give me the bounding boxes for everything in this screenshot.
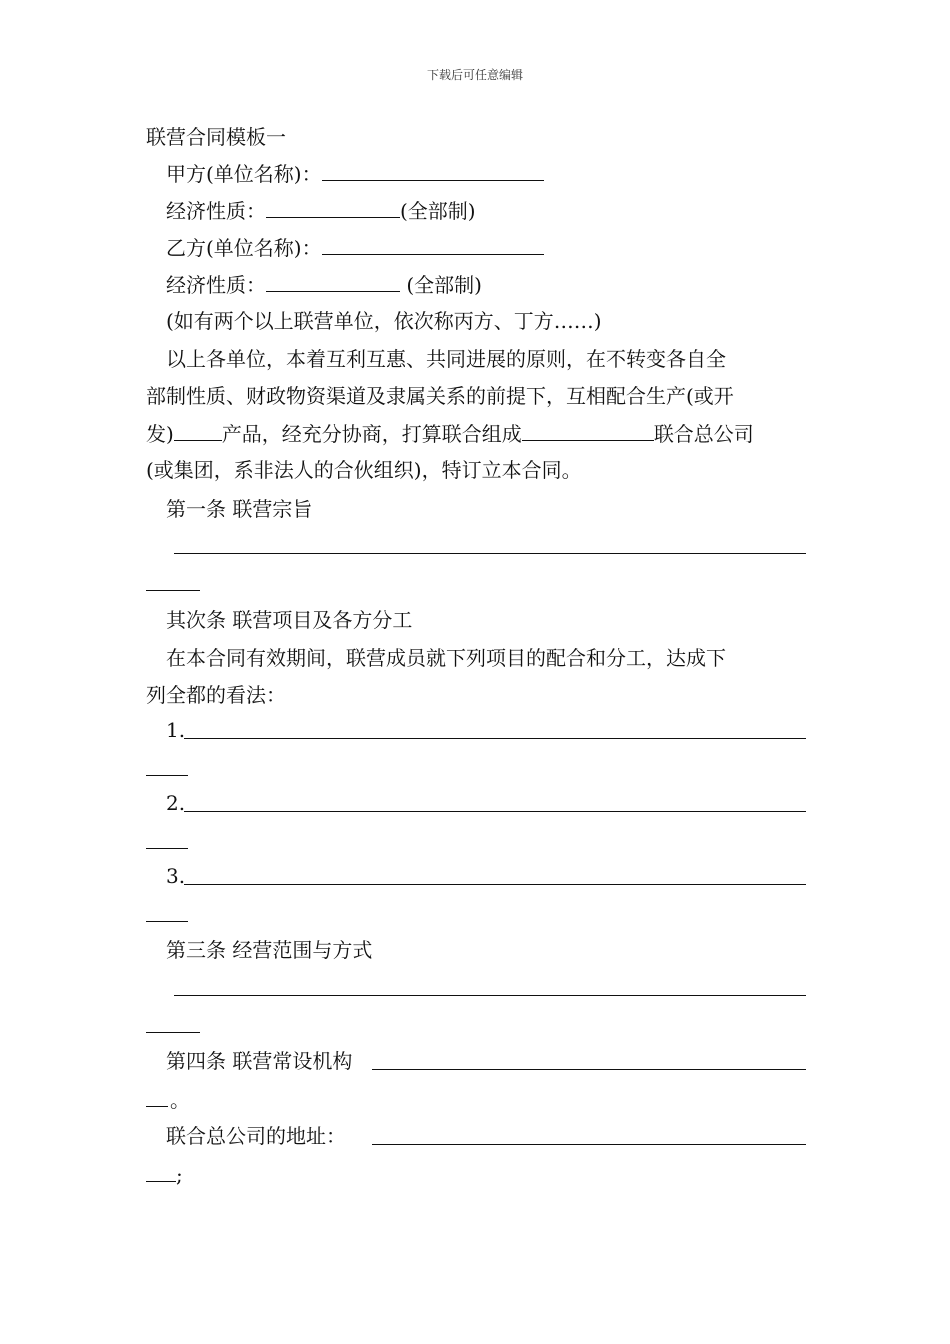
document-title: 联营合同模板一 xyxy=(146,125,286,149)
item-2-blank xyxy=(184,811,806,812)
article-3-heading: 第三条 经营范围与方式 xyxy=(166,938,373,962)
address-end: ; xyxy=(176,1163,183,1187)
article-4-blank-cont xyxy=(146,1106,168,1107)
intro-line-2: 部制性质、财政物资渠道及隶属关系的前提下，互相配合生产(或开 xyxy=(146,384,734,408)
intro-line-3 xyxy=(146,420,754,447)
party-a-name-blank xyxy=(322,160,544,181)
item-2-blank-cont xyxy=(146,848,188,849)
intro-line-3-a: 发) xyxy=(146,422,174,446)
party-a-econ-suffix: (全部制) xyxy=(400,199,476,223)
address-label: 联合总公司的地址： xyxy=(166,1124,346,1148)
party-a-econ-blank xyxy=(266,197,400,218)
party-b-name-blank xyxy=(322,234,544,255)
party-a-econ-line xyxy=(166,197,476,224)
party-b-econ-blank xyxy=(266,271,400,292)
article-1-heading: 第一条 联营宗旨 xyxy=(166,497,313,521)
intro-line-4: (或集团，系非法人的合伙组织)，特订立本合同。 xyxy=(146,458,582,482)
article-3-blank-cont xyxy=(146,1032,200,1033)
party-b-name-label: 乙方(单位名称)： xyxy=(166,236,322,260)
party-b-econ-label: 经济性质： xyxy=(166,273,266,297)
party-b-econ-line xyxy=(166,271,482,298)
article-2-body-2: 列全都的看法： xyxy=(146,683,286,707)
address-blank xyxy=(372,1144,806,1145)
company-name-blank xyxy=(522,420,654,441)
party-a-econ-label: 经济性质： xyxy=(166,199,266,223)
item-3-blank-cont xyxy=(146,921,188,922)
intro-line-3-b: 产品，经充分协商，打算联合组成 xyxy=(221,422,522,446)
party-b-econ-suffix: (全部制) xyxy=(406,273,482,297)
item-1-blank xyxy=(184,738,806,739)
item-1-blank-cont xyxy=(146,775,188,776)
item-3-label: 3. xyxy=(166,864,186,888)
page-header: 下载后可任意编辑 xyxy=(426,68,523,82)
item-3-blank xyxy=(184,884,806,885)
article-2-heading: 其次条 联营项目及各方分工 xyxy=(166,608,413,632)
address-blank-cont xyxy=(146,1181,176,1182)
parties-note: (如有两个以上联营单位，依次称丙方、丁方……) xyxy=(166,309,602,333)
party-b-name-line xyxy=(166,234,544,261)
article-1-blank-cont xyxy=(146,590,200,591)
intro-line-1: 以上各单位，本着互利互惠、共同进展的原则，在不转变各自全 xyxy=(166,347,726,371)
article-4-blank xyxy=(372,1069,806,1070)
article-4-heading: 第四条 联营常设机构 xyxy=(166,1049,353,1073)
item-1-label: 1. xyxy=(166,718,186,742)
article-4-end: 。 xyxy=(170,1088,190,1112)
item-2-label: 2. xyxy=(166,791,186,815)
party-a-name-line xyxy=(166,160,544,187)
article-2-body-1: 在本合同有效期间，联营成员就下列项目的配合和分工，达成下 xyxy=(166,646,726,670)
intro-line-3-c: 联合总公司 xyxy=(653,422,754,446)
product-blank xyxy=(174,420,222,441)
article-3-blank xyxy=(174,995,806,996)
party-a-name-label: 甲方(单位名称)： xyxy=(166,162,322,186)
article-1-blank xyxy=(174,553,806,554)
